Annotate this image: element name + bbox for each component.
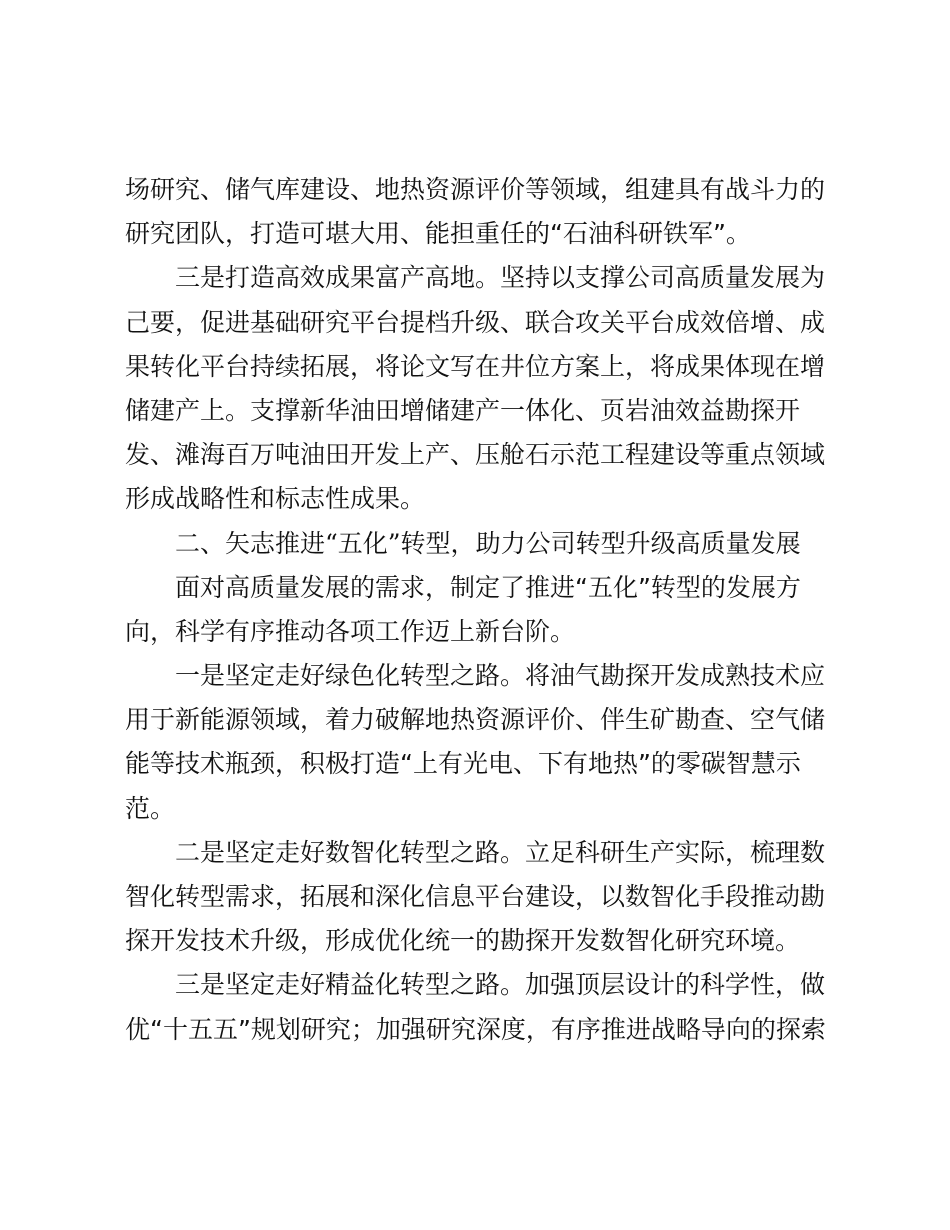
paragraph-line: 储建产上。支撑新华油田增储建产一体化、页岩油效益勘探开 [125, 395, 801, 425]
paragraph-line: 二是坚定走好数智化转型之路。立足科研生产实际，梳理数 [175, 837, 826, 867]
paragraph-line: 三是打造高效成果富产高地。坚持以支撑公司高质量发展为 [175, 263, 826, 293]
paragraph-line: 范。 [125, 793, 176, 823]
paragraph-line: 探开发技术升级，形成优化统一的勘探开发数智化研究环境。 [125, 926, 801, 956]
paragraph-line: 优“十五五”规划研究；加强研究深度，有序推进战略导向的探索 [125, 1014, 826, 1044]
paragraph-line: 用于新能源领域，着力破解地热资源评价、伴生矿勘查、空气储 [125, 705, 826, 735]
paragraph-line: 面对高质量发展的需求，制定了推进“五化”转型的发展方 [175, 572, 801, 602]
paragraph-line: 果转化平台持续拓展，将论文写在井位方案上，将成果体现在增 [125, 351, 826, 381]
paragraph-line: 己要，促进基础研究平台提档升级、联合攻关平台成效倍增、成 [125, 307, 826, 337]
paragraph-line: 三是坚定走好精益化转型之路。加强顶层设计的科学性，做 [175, 970, 826, 1000]
document-body [125, 168, 825, 1052]
paragraph-line: 发、滩海百万吨油田开发上产、压舱石示范工程建设等重点领域 [125, 440, 826, 470]
section-heading: 二、矢志推进“五化”转型，助力公司转型升级高质量发展 [175, 528, 801, 558]
paragraph-line: 形成战略性和标志性成果。 [125, 484, 426, 514]
paragraph-line: 一是坚定走好绿色化转型之路。将油气勘探开发成熟技术应 [175, 661, 826, 691]
paragraph-line: 研究团队，打造可堪大用、能担重任的“石油科研铁军”。 [125, 219, 751, 249]
paragraph-line: 能等技术瓶颈，积极打造“上有光电、下有地热”的零碳智慧示 [125, 749, 801, 779]
paragraph-line: 智化转型需求，拓展和深化信息平台建设，以数智化手段推动勘 [125, 882, 826, 911]
paragraph-line: 场研究、储气库建设、地热资源评价等领域，组建具有战斗力的 [125, 175, 826, 204]
paragraph-line: 向，科学有序推动各项工作迈上新台阶。 [125, 616, 576, 646]
